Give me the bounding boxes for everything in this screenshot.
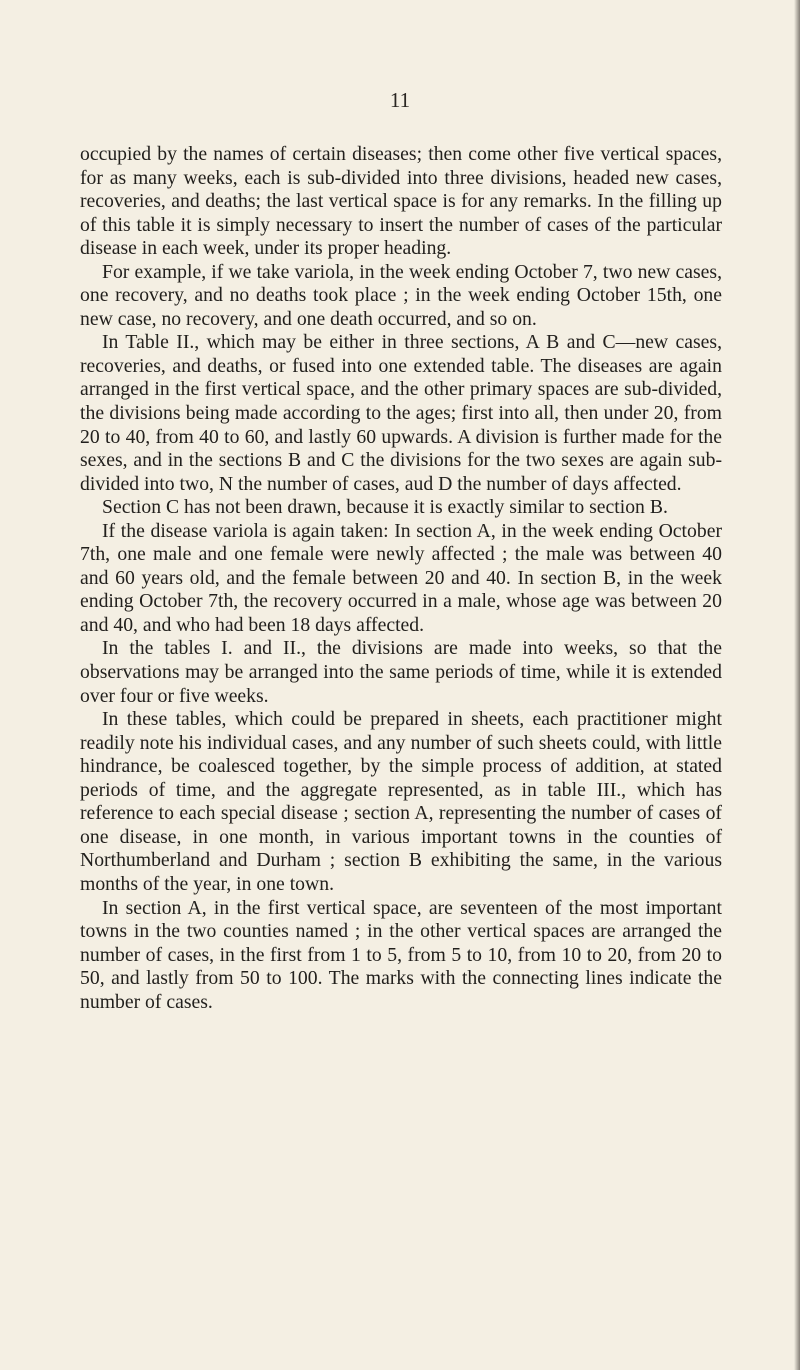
- page-number: 11: [389, 88, 411, 112]
- paragraph-section-a-towns: In section A, in the first vertical space, are seventeen of the most important towns in the two counties named ; in the other vertical spaces are arranged the number of cases, in the first from 1 to 5, from 5 to 10, from 10 to 20, from 20 to 50, and lastly from 50 to 100. The marks with the connecting lines indicate the number of cases.: [80, 896, 722, 1013]
- paragraph-sheets-table-iii: In these tables, which could be prepared in sheets, each practitioner might readily note his individual cases, and any number of such sheets could, with little hindrance, be coalesced together, by the simple process of addition, at stated periods of time, and the aggregate represented, as in table III., which has reference to each special disease ; section A, representing the number of cases of one disease, in one month, in various important towns in the counties of Northumberland and Durham ; section B exhibiting the same, in the various months of the year, in one town.: [80, 708, 722, 895]
- paragraph-table-i-description: occupied by the names of certain diseases; then come other five vertical spaces, for as many weeks, each is sub-divided into three divisions, headed new cases, recoveries, and deaths; the last vertical space is for any remarks. In the filling up of this table it is simply necessary to insert the number of cases of the particular disease in each week, under its proper heading.: [80, 143, 722, 260]
- paragraph-table-ii-description: In Table II., which may be either in three sections, A B and C—new cases, recoveries, and deaths, or fused into one extended table. The diseases are again arranged in the first vertical space, and the other primary spaces are sub-divided, the divisions being made according to the ages; first into all, then under 20, from 20 to 40, from 40 to 60, and lastly 60 upwards. A division is further made for the sexes, and in the sections B and C the divisions for the two sexes are again sub-divided into two, N the number of cases, aud D the number of days affected.: [80, 331, 722, 495]
- paragraph-variola-example: For example, if we take variola, in the week ending October 7, two new cases, one recovery, and no deaths took place ; in the week ending October 15th, one new case, no recovery, and one death occurred, and so on.: [80, 260, 722, 330]
- paragraph-variola-section-a: If the disease variola is again taken: In section A, in the week ending October 7th, one male and one female were newly affected ; the male was between 40 and 60 years old, and the female between 20 and 40. In section B, in the week ending October 7th, the recovery occurred in a male, whose age was between 20 and 40, and who had been 18 days affected.: [80, 519, 722, 636]
- paragraph-section-c-note: Section C has not been drawn, because it is exactly similar to section B.: [102, 496, 668, 519]
- page-edge-shadow: [794, 0, 800, 1370]
- body-text: [80, 143, 722, 1014]
- paragraph-weekly-divisions: In the tables I. and II., the divisions are made into weeks, so that the observations may be arranged into the same periods of time, while it is extended over four or five weeks.: [80, 637, 722, 707]
